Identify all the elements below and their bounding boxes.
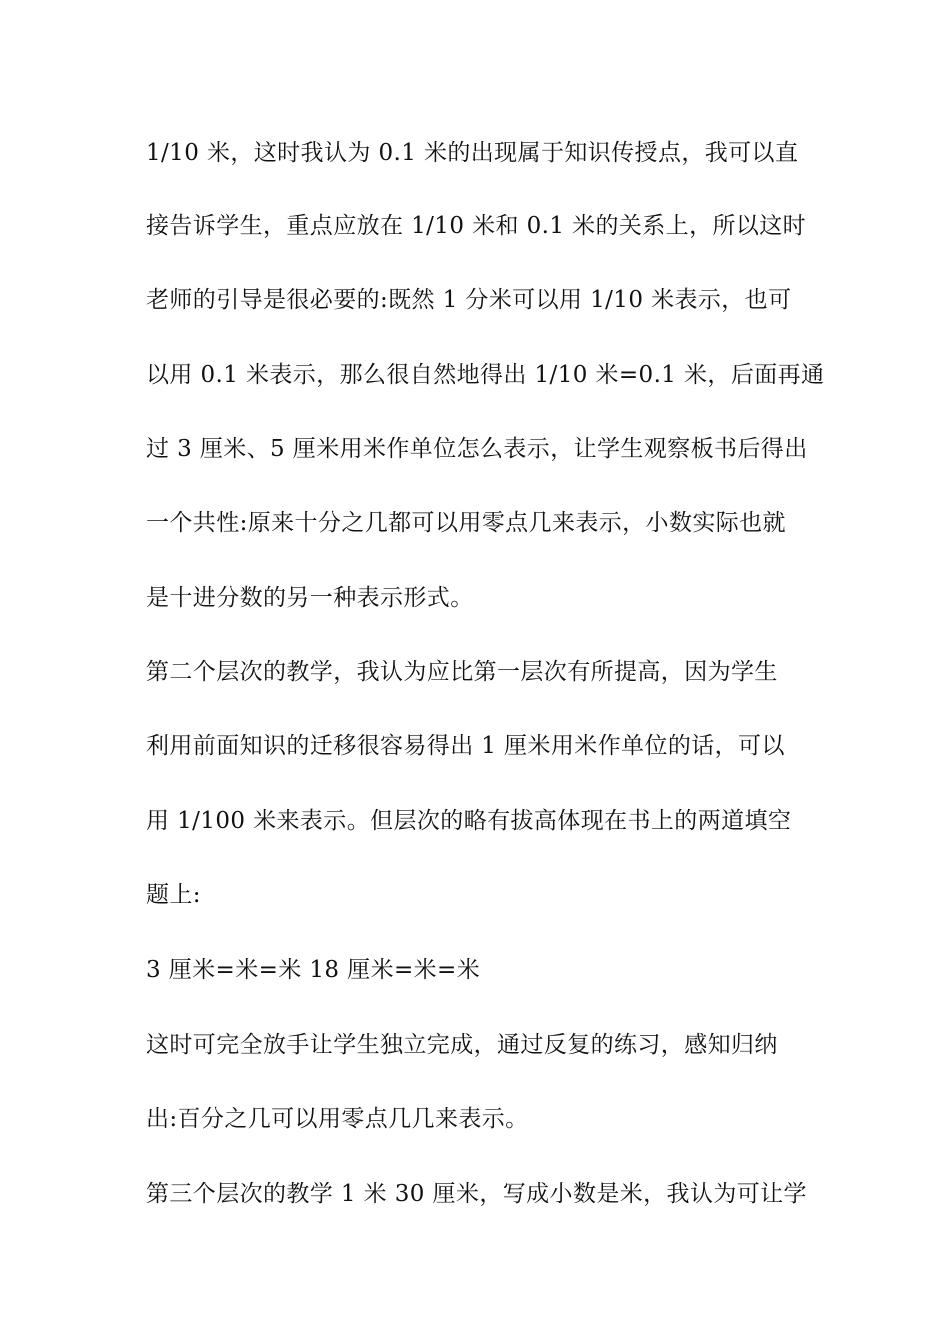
text-line: 3 厘米=米=米 18 厘米=米=米 [146,957,481,983]
text-line: 题上: [146,882,201,908]
text-line: 过 3 厘米、5 厘米用米作单位怎么表示，让学生观察板书后得出 [146,436,808,462]
text-line: 1/10 米，这时我认为 0.1 米的出现属于知识传授点，我可以直 [146,140,799,166]
text-line: 老师的引导是很必要的:既然 1 分米可以用 1/10 米表示，也可 [146,287,792,313]
text-line: 利用前面知识的迁移很容易得出 1 厘米用米作单位的话，可以 [146,733,785,759]
text-line: 第二个层次的教学，我认为应比第一层次有所提高，因为学生 [146,659,778,685]
text-line: 以用 0.1 米表示，那么很自然地得出 1/10 米=0.1 米，后面再通 [146,362,825,388]
text-line: 这时可完全放手让学生独立完成，通过反复的练习，感知归纳 [146,1032,778,1058]
text-line: 用 1/100 米来表示。但层次的略有拔高体现在书上的两道填空 [146,808,792,834]
text-line: 第三个层次的教学 1 米 30 厘米，写成小数是米，我认为可让学 [146,1181,807,1207]
text-line: 一个共性:原来十分之几都可以用零点几来表示，小数实际也就 [146,510,786,536]
text-line: 出:百分之几可以用零点几几来表示。 [146,1106,529,1132]
text-line: 接告诉学生，重点应放在 1/10 米和 0.1 米的关系上，所以这时 [146,213,807,239]
text-line: 是十进分数的另一种表示形式。 [146,585,474,611]
